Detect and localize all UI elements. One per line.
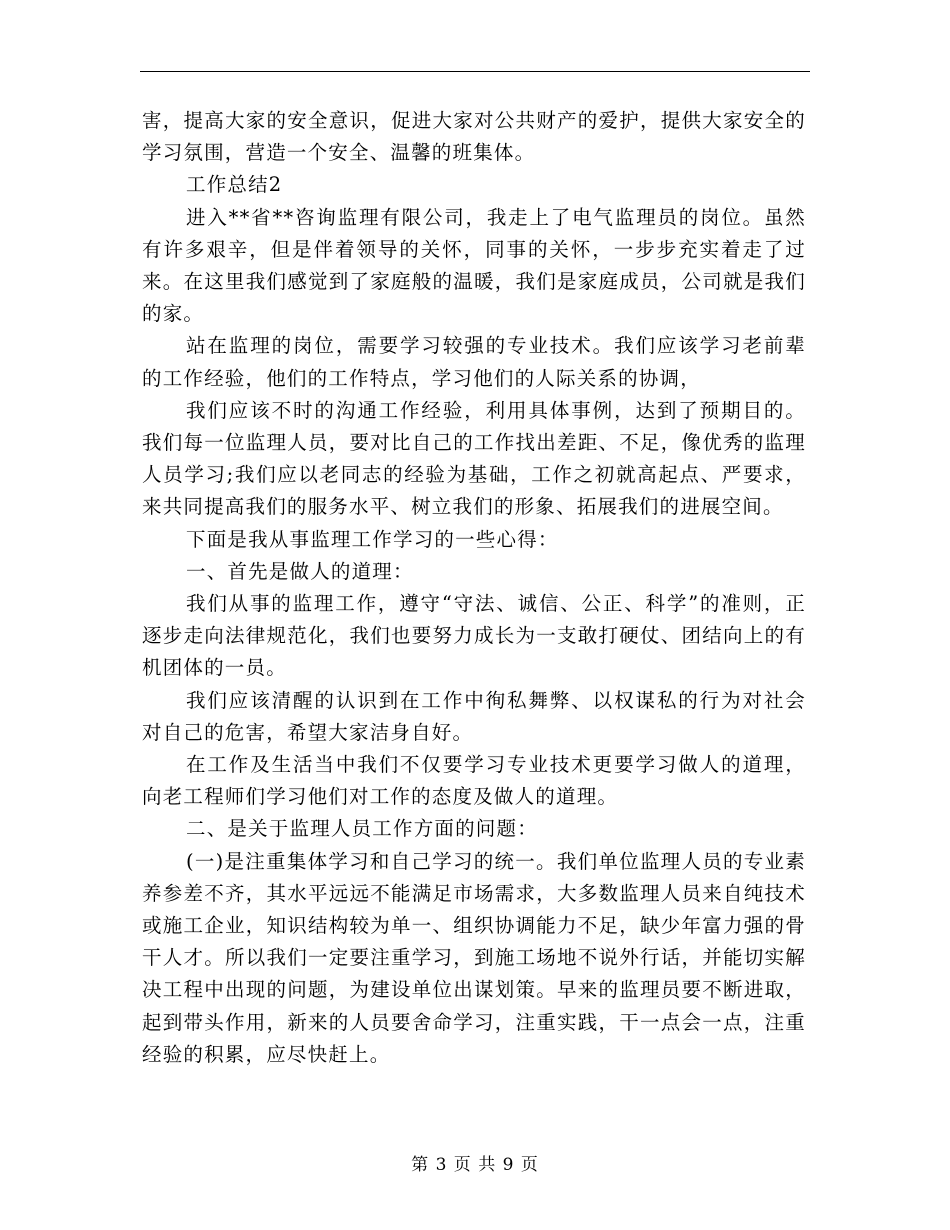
paragraph: 下面是我从事监理工作学习的一些心得： xyxy=(186,527,559,551)
subheading: 一、首先是做人的道理： xyxy=(186,559,414,583)
paragraph: (一)是注重集体学习和自己学习的统一。我们单位监理人员的专业素养参差不齐，其水平远远不能满足市场需求，大多数监理人员来自纯技术或施工企业，知识结构较为单一、组织协调能力不足，缺少年富力强的骨干人才。所以我们一定要注重学习，到施工场地不说外行话，并能切实解决工程中出现的问题，为建设单位出谋划策。早来的监理员要不断进取，起到带头作用，新来的人员要舍命学习，注重实践，干一点会一点，注重经验的积累，应尽快赶上。 xyxy=(142,849,806,1066)
paragraph: 在工作及生活当中我们不仅要学习专业技术更要学习做人的道理，向老工程师们学习他们对工作的态度及做人的道理。 xyxy=(142,753,806,809)
document-body xyxy=(142,105,806,1071)
paragraph: 进入**省**咨询监理有限公司，我走上了电气监理员的岗位。虽然有许多艰辛，但是伴着领导的关怀，同事的关怀，一步步充实着走了过来。在这里我们感觉到了家庭般的温暖，我们是家庭成员，公司就是我们的家。 xyxy=(142,205,806,326)
section-title: 工作总结2 xyxy=(186,173,283,197)
subheading: 二、是关于监理人员工作方面的问题： xyxy=(186,817,538,841)
header-rule xyxy=(140,71,810,72)
paragraph: 我们应该不时的沟通工作经验，利用具体事例，达到了预期目的。我们每一位监理人员，要对比自己的工作找出差距、不足，像优秀的监理人员学习;我们应以老同志的经验为基础，工作之初就高起点、严要求，来共同提高我们的服务水平、树立我们的形象、拓展我们的进展空间。 xyxy=(142,398,806,519)
paragraph: 站在监理的岗位，需要学习较强的专业技术。我们应该学习老前辈的工作经验，他们的工作特点，学习他们的人际关系的协调， xyxy=(142,334,806,390)
page-number: 第 3 页 共 9 页 xyxy=(411,1155,539,1175)
paragraph: 我们从事的监理工作，遵守“守法、诚信、公正、科学”的准则，正逐步走向法律规范化，我们也要努力成长为一支敢打硬仗、团结向上的有机团体的一员。 xyxy=(142,592,806,680)
paragraph: 我们应该清醒的认识到在工作中徇私舞弊、以权谋私的行为对社会对自己的危害，希望大家洁身自好。 xyxy=(142,688,806,744)
paragraph-continuation: 害，提高大家的安全意识，促进大家对公共财产的爱护，提供大家安全的学习氛围，营造一个安全、温馨的班集体。 xyxy=(142,109,806,165)
